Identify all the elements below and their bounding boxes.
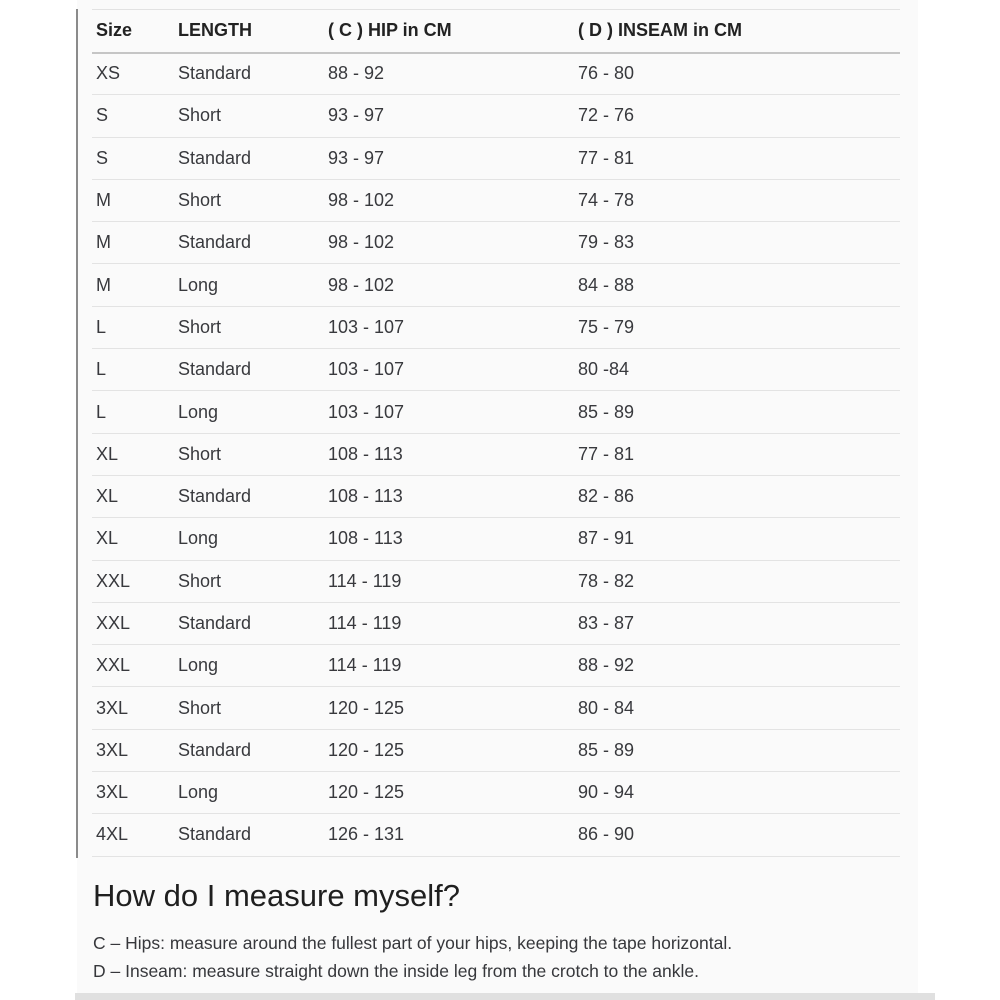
table-left-border: [76, 9, 78, 858]
column-header: LENGTH: [174, 10, 324, 53]
table-cell: L: [92, 391, 174, 433]
table-cell: Short: [174, 306, 324, 348]
table-cell: XL: [92, 518, 174, 560]
table-cell: 77 - 81: [574, 433, 900, 475]
table-cell: 114 - 119: [324, 645, 574, 687]
table-cell: 80 -84: [574, 349, 900, 391]
table-cell: XXL: [92, 602, 174, 644]
table-cell: 76 - 80: [574, 53, 900, 95]
table-cell: 85 - 89: [574, 729, 900, 771]
table-cell: 72 - 76: [574, 95, 900, 137]
table-row: [92, 645, 900, 687]
table-cell: Short: [174, 95, 324, 137]
table-cell: 77 - 81: [574, 137, 900, 179]
table-cell: 103 - 107: [324, 349, 574, 391]
table-cell: XL: [92, 433, 174, 475]
table-cell: 90 - 94: [574, 772, 900, 814]
table-cell: 87 - 91: [574, 518, 900, 560]
table-row: [92, 729, 900, 771]
table-cell: L: [92, 349, 174, 391]
table-cell: 84 - 88: [574, 264, 900, 306]
column-header: ( C ) HIP in CM: [324, 10, 574, 53]
table-cell: 80 - 84: [574, 687, 900, 729]
table-cell: Short: [174, 560, 324, 602]
table-row: [92, 222, 900, 264]
table-cell: 85 - 89: [574, 391, 900, 433]
table-cell: Long: [174, 772, 324, 814]
table-row: [92, 433, 900, 475]
table-row: [92, 475, 900, 517]
table-cell: XL: [92, 475, 174, 517]
table-cell: 88 - 92: [324, 53, 574, 95]
table-cell: Long: [174, 264, 324, 306]
table-cell: M: [92, 179, 174, 221]
table-row: [92, 137, 900, 179]
measure-hips-line: C – Hips: measure around the fullest part of your hips, keeping the tape horizontal.: [93, 933, 733, 953]
table-cell: 98 - 102: [324, 222, 574, 264]
table-cell: 3XL: [92, 772, 174, 814]
table-cell: Long: [174, 518, 324, 560]
table-cell: 83 - 87: [574, 602, 900, 644]
table-cell: S: [92, 137, 174, 179]
table-row: [92, 687, 900, 729]
table-row: [92, 518, 900, 560]
table-row: [92, 95, 900, 137]
column-header: Size: [92, 10, 174, 53]
table-cell: 82 - 86: [574, 475, 900, 517]
table-cell: Standard: [174, 349, 324, 391]
table-cell: 120 - 125: [324, 729, 574, 771]
table-row: [92, 53, 900, 95]
table-row: [92, 560, 900, 602]
table-cell: Long: [174, 391, 324, 433]
table-header-row: [92, 10, 900, 53]
table-cell: 88 - 92: [574, 645, 900, 687]
table-cell: S: [92, 95, 174, 137]
table-cell: L: [92, 306, 174, 348]
table-cell: 3XL: [92, 687, 174, 729]
table-row: [92, 349, 900, 391]
table-cell: Short: [174, 179, 324, 221]
measure-guide-text: [93, 929, 732, 985]
table-cell: 108 - 113: [324, 518, 574, 560]
table-cell: 114 - 119: [324, 560, 574, 602]
table-cell: XXL: [92, 560, 174, 602]
table-cell: M: [92, 222, 174, 264]
table-cell: 98 - 102: [324, 264, 574, 306]
table-cell: M: [92, 264, 174, 306]
table-cell: 98 - 102: [324, 179, 574, 221]
measure-inseam-line: D – Inseam: measure straight down the inside leg from the crotch to the ankle.: [93, 961, 700, 981]
table-row: [92, 772, 900, 814]
size-chart-table: [92, 9, 900, 857]
table-cell: XXL: [92, 645, 174, 687]
bottom-divider: [75, 993, 935, 1000]
table-cell: Standard: [174, 602, 324, 644]
table-cell: 108 - 113: [324, 475, 574, 517]
table-row: [92, 391, 900, 433]
table-cell: 79 - 83: [574, 222, 900, 264]
table-cell: 120 - 125: [324, 772, 574, 814]
table-cell: 78 - 82: [574, 560, 900, 602]
table-cell: 126 - 131: [324, 814, 574, 856]
table-cell: Short: [174, 433, 324, 475]
table-cell: 108 - 113: [324, 433, 574, 475]
table-cell: Standard: [174, 137, 324, 179]
table-cell: Long: [174, 645, 324, 687]
table-cell: Standard: [174, 53, 324, 95]
table-cell: 74 - 78: [574, 179, 900, 221]
table-cell: 75 - 79: [574, 306, 900, 348]
table-cell: XS: [92, 53, 174, 95]
table-cell: Standard: [174, 222, 324, 264]
table-row: [92, 264, 900, 306]
table-cell: Standard: [174, 814, 324, 856]
table-cell: 93 - 97: [324, 95, 574, 137]
table-row: [92, 814, 900, 856]
table-cell: 93 - 97: [324, 137, 574, 179]
table-cell: 103 - 107: [324, 391, 574, 433]
table-row: [92, 179, 900, 221]
table-cell: 120 - 125: [324, 687, 574, 729]
column-header: ( D ) INSEAM in CM: [574, 10, 900, 53]
table-cell: Short: [174, 687, 324, 729]
table-cell: Standard: [174, 475, 324, 517]
table-row: [92, 306, 900, 348]
table-cell: 103 - 107: [324, 306, 574, 348]
table-cell: 86 - 90: [574, 814, 900, 856]
table-row: [92, 602, 900, 644]
measure-guide-heading: How do I measure myself?: [93, 878, 460, 913]
table-cell: 4XL: [92, 814, 174, 856]
table-cell: Standard: [174, 729, 324, 771]
table-cell: 114 - 119: [324, 602, 574, 644]
table-cell: 3XL: [92, 729, 174, 771]
